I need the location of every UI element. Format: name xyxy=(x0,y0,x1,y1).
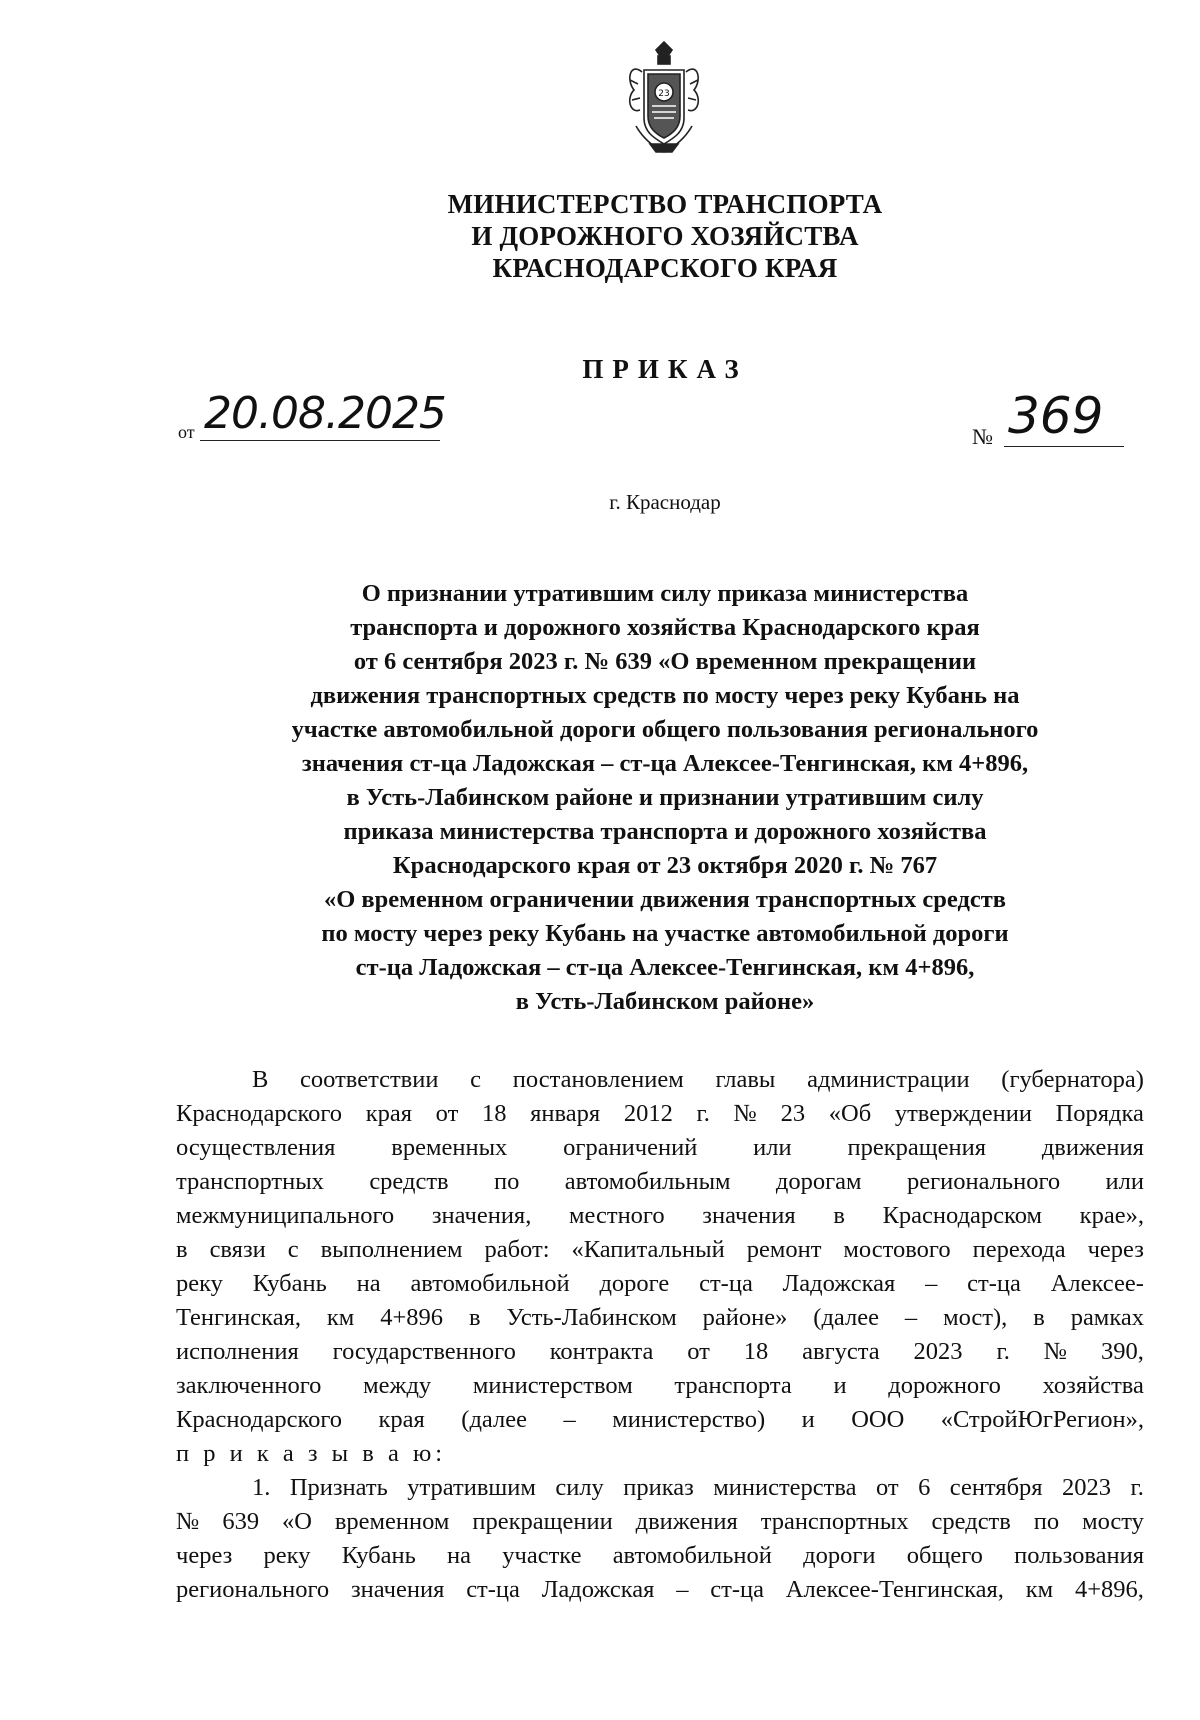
svg-text:23: 23 xyxy=(658,89,670,99)
body-word: временном xyxy=(334,1508,450,1535)
body-word: мост), xyxy=(943,1304,1008,1331)
body-word: с xyxy=(287,1236,299,1263)
body-word: 2023 xyxy=(913,1338,963,1365)
body-word: «СтройЮгРегион», xyxy=(940,1406,1144,1433)
body-word: значения xyxy=(351,1576,445,1603)
subject-line: от 6 сентября 2023 г. № 639 «О временном прекращении xyxy=(353,648,977,675)
order-number xyxy=(972,388,1132,458)
body-word: местного xyxy=(569,1202,665,1229)
krasnodar-krai-coat-of-arms-icon xyxy=(622,40,706,156)
body-word: мосту xyxy=(1082,1508,1144,1535)
body-word: осуществления xyxy=(176,1134,336,1161)
body-word: «О xyxy=(281,1508,312,1535)
body-word: от xyxy=(435,1100,459,1127)
body-word: выполнением xyxy=(320,1236,463,1263)
body-line xyxy=(176,1301,1144,1335)
body-word: соответствии xyxy=(300,1066,439,1093)
body-word: прекращения xyxy=(847,1134,986,1161)
body-word: ст-ца xyxy=(967,1270,1021,1297)
ministry-name-line: И ДОРОЖНОГО ХОЗЯЙСТВА xyxy=(471,221,859,251)
body-line xyxy=(176,1369,1144,1403)
body-word: 4+896, xyxy=(1074,1576,1144,1603)
body-word: транспорта xyxy=(674,1372,792,1399)
body-word: 639 xyxy=(222,1508,260,1535)
body-word: 390, xyxy=(1101,1338,1144,1365)
body-word: значения, xyxy=(431,1202,532,1229)
body-word: министерством xyxy=(472,1372,633,1399)
order-date xyxy=(178,388,478,448)
body-word: № xyxy=(733,1100,757,1127)
body-word: рамках xyxy=(1070,1304,1144,1331)
body-word: в xyxy=(468,1304,481,1331)
body-word: движения xyxy=(635,1508,738,1535)
ministry-name-line: КРАСНОДАРСКОГО КРАЯ xyxy=(492,253,838,283)
body-word: прекращении xyxy=(472,1508,613,1535)
body-line xyxy=(176,1505,1144,1539)
body-word: автомобильной xyxy=(612,1542,772,1569)
subject-line: в Усть-Лабинском районе и признании утратившим силу xyxy=(346,784,984,811)
body-word: между xyxy=(363,1372,432,1399)
number-sign: № xyxy=(972,424,993,449)
body-word: контракта xyxy=(549,1338,654,1365)
body-word: 6 xyxy=(918,1474,931,1501)
body-word: В xyxy=(252,1066,269,1093)
body-word: «Капитальный xyxy=(571,1236,725,1263)
body-line xyxy=(176,1165,1144,1199)
body-line xyxy=(176,1063,1144,1097)
body-word: в xyxy=(176,1236,188,1263)
body-word: с xyxy=(470,1066,482,1093)
body-word: № xyxy=(1043,1338,1068,1365)
body-word: транспортных xyxy=(760,1508,909,1535)
body-word: исполнения xyxy=(176,1338,299,1365)
body-word: (далее xyxy=(461,1406,527,1433)
handwritten-number: 369 xyxy=(1008,387,1104,445)
body-word: министерство) xyxy=(612,1406,766,1433)
body-word: в xyxy=(833,1202,845,1229)
body-line xyxy=(176,1233,1144,1267)
body-line xyxy=(176,1131,1144,1165)
body-line xyxy=(176,1403,1144,1437)
order-body xyxy=(176,1063,1144,1607)
body-word: на xyxy=(356,1270,381,1297)
body-word: ст-ца xyxy=(699,1270,753,1297)
subject-line: значения ст-ца Ладожская – ст-ца Алексее-Тенгинская, км 4+896, xyxy=(301,750,1029,777)
body-line: п р и к а з ы в а ю: xyxy=(176,1440,447,1467)
body-word: – xyxy=(676,1576,689,1603)
body-word: движения xyxy=(1041,1134,1144,1161)
body-word: силу xyxy=(555,1474,604,1501)
body-word: августа xyxy=(802,1338,880,1365)
body-line xyxy=(176,1335,1144,1369)
number-underline xyxy=(1004,446,1124,447)
subject-line: О признании утратившим силу приказа министерства xyxy=(361,580,969,607)
body-word: заключенного xyxy=(176,1372,322,1399)
body-word: дорожного xyxy=(888,1372,1001,1399)
subject-line: участке автомобильной дороги общего пользования регионального xyxy=(291,716,1039,743)
body-word: через xyxy=(1087,1236,1144,1263)
body-line xyxy=(176,1097,1144,1131)
body-word: государственного xyxy=(332,1338,516,1365)
body-word: г. xyxy=(1130,1474,1144,1501)
body-line xyxy=(176,1539,1144,1573)
body-word: Краснодарского xyxy=(176,1406,343,1433)
subject-line: Краснодарского края от 23 октября 2020 г. № 767 xyxy=(392,852,938,879)
body-line xyxy=(176,1573,1144,1607)
body-word: 2012 xyxy=(623,1100,673,1127)
body-word: участке xyxy=(502,1542,582,1569)
body-word: ст-ца xyxy=(710,1576,764,1603)
body-word: работ: xyxy=(484,1236,550,1263)
body-word: временных xyxy=(391,1134,508,1161)
body-word: и xyxy=(833,1372,847,1399)
body-word: от xyxy=(687,1338,710,1365)
subject-line: «О временном ограничении движения транспортных средств xyxy=(324,886,1006,913)
body-word: – xyxy=(563,1406,576,1433)
body-word: Ладожская xyxy=(541,1576,655,1603)
body-word: Алексее- xyxy=(1050,1270,1144,1297)
body-word: общего xyxy=(906,1542,983,1569)
body-word: постановлением xyxy=(512,1066,684,1093)
body-word: межмуниципального xyxy=(176,1202,395,1229)
order-subject xyxy=(180,577,1150,1019)
body-word: г. xyxy=(696,1100,710,1127)
body-word: пользования xyxy=(1014,1542,1144,1569)
body-word: транспортных xyxy=(176,1168,324,1195)
body-word: ремонт xyxy=(746,1236,822,1263)
body-word: Усть-Лабинском xyxy=(506,1304,677,1331)
body-word: дороге xyxy=(599,1270,670,1297)
body-word: км xyxy=(1025,1576,1054,1603)
body-word: дороги xyxy=(803,1542,876,1569)
body-word: дорогам xyxy=(775,1168,862,1195)
subject-line: по мосту через реку Кубань на участке автомобильной дороги xyxy=(321,920,1009,947)
body-word: ООО xyxy=(851,1406,905,1433)
body-word: в xyxy=(1033,1304,1045,1331)
body-word: и xyxy=(801,1406,815,1433)
body-line xyxy=(176,1199,1144,1233)
body-word: средств xyxy=(931,1508,1011,1535)
body-word: перехода xyxy=(972,1236,1066,1263)
body-word: 18 xyxy=(743,1338,769,1365)
subject-line: ст-ца Ладожская – ст-ца Алексее-Тенгинская, км 4+896, xyxy=(355,954,975,981)
body-line xyxy=(176,1471,1144,1505)
body-word: от xyxy=(875,1474,899,1501)
subject-line: приказа министерства транспорта и дорожного хозяйства xyxy=(343,818,987,845)
date-underline xyxy=(200,440,440,441)
body-word: на xyxy=(447,1542,472,1569)
subject-line: транспорта и дорожного хозяйства Краснодарского края xyxy=(350,614,980,641)
body-word: 4+896 xyxy=(380,1304,444,1331)
body-word: ограничений xyxy=(563,1134,698,1161)
body-word: реку xyxy=(176,1270,223,1297)
body-word: через xyxy=(176,1542,233,1569)
body-word: края xyxy=(378,1406,425,1433)
body-word: № xyxy=(176,1508,200,1535)
body-word: администрации xyxy=(807,1066,970,1093)
handwritten-date: 20.08.2025 xyxy=(204,388,446,439)
body-word: Порядка xyxy=(1055,1100,1144,1127)
body-word: Краснодарского xyxy=(176,1100,343,1127)
body-word: Тенгинская, xyxy=(176,1304,301,1331)
body-word: (губернатора) xyxy=(1001,1066,1144,1093)
document-type-title: ПРИКАЗ xyxy=(582,354,748,384)
body-word: автомобильным xyxy=(564,1168,731,1195)
body-word: Краснодарском xyxy=(882,1202,1042,1229)
body-word: хозяйства xyxy=(1042,1372,1144,1399)
body-word: (далее xyxy=(813,1304,879,1331)
body-word: 18 xyxy=(481,1100,507,1127)
date-prefix: от xyxy=(178,422,195,442)
body-word: мостового xyxy=(843,1236,951,1263)
body-word: января xyxy=(530,1100,601,1127)
body-word: Ладожская xyxy=(782,1270,896,1297)
body-word: районе» xyxy=(702,1304,788,1331)
body-word: утратившим xyxy=(407,1474,536,1501)
body-word: регионального xyxy=(176,1576,330,1603)
body-word: «Об xyxy=(828,1100,872,1127)
body-word: сентября xyxy=(949,1474,1043,1501)
body-word: значения xyxy=(702,1202,796,1229)
body-word: Алексее-Тенгинская, xyxy=(785,1576,1004,1603)
body-word: или xyxy=(1105,1168,1144,1195)
body-word: ст-ца xyxy=(466,1576,520,1603)
body-word: министерства xyxy=(713,1474,857,1501)
body-word: главы xyxy=(715,1066,776,1093)
body-word: крае», xyxy=(1079,1202,1144,1229)
body-line xyxy=(176,1267,1144,1301)
body-word: автомобильной xyxy=(410,1270,570,1297)
body-word: или xyxy=(753,1134,792,1161)
subject-line: движения транспортных средств по мосту через реку Кубань на xyxy=(310,682,1020,709)
body-word: регионального xyxy=(906,1168,1061,1195)
body-word: г. xyxy=(996,1338,1010,1365)
ministry-name xyxy=(300,188,1030,284)
body-word: связи xyxy=(209,1236,266,1263)
issue-city: г. Краснодар xyxy=(609,490,721,514)
body-word: Признать xyxy=(289,1474,388,1501)
body-word: – xyxy=(904,1304,918,1331)
body-word: 1. xyxy=(252,1474,271,1501)
body-word: – xyxy=(925,1270,938,1297)
ministry-name-line: МИНИСТЕРСТВО ТРАНСПОРТА xyxy=(447,189,883,219)
body-word: утверждении xyxy=(894,1100,1032,1127)
body-word: Кубань xyxy=(252,1270,327,1297)
subject-line: в Усть-Лабинском районе» xyxy=(515,988,815,1015)
body-word: км xyxy=(326,1304,355,1331)
body-word: приказ xyxy=(623,1474,694,1501)
body-word: 2023 xyxy=(1062,1474,1112,1501)
body-word: края xyxy=(365,1100,413,1127)
body-word: средств xyxy=(369,1168,449,1195)
body-word: реку xyxy=(263,1542,311,1569)
body-word: Кубань xyxy=(341,1542,416,1569)
body-word: по xyxy=(493,1168,520,1195)
body-word: по xyxy=(1033,1508,1060,1535)
body-word: 23 xyxy=(780,1100,806,1127)
